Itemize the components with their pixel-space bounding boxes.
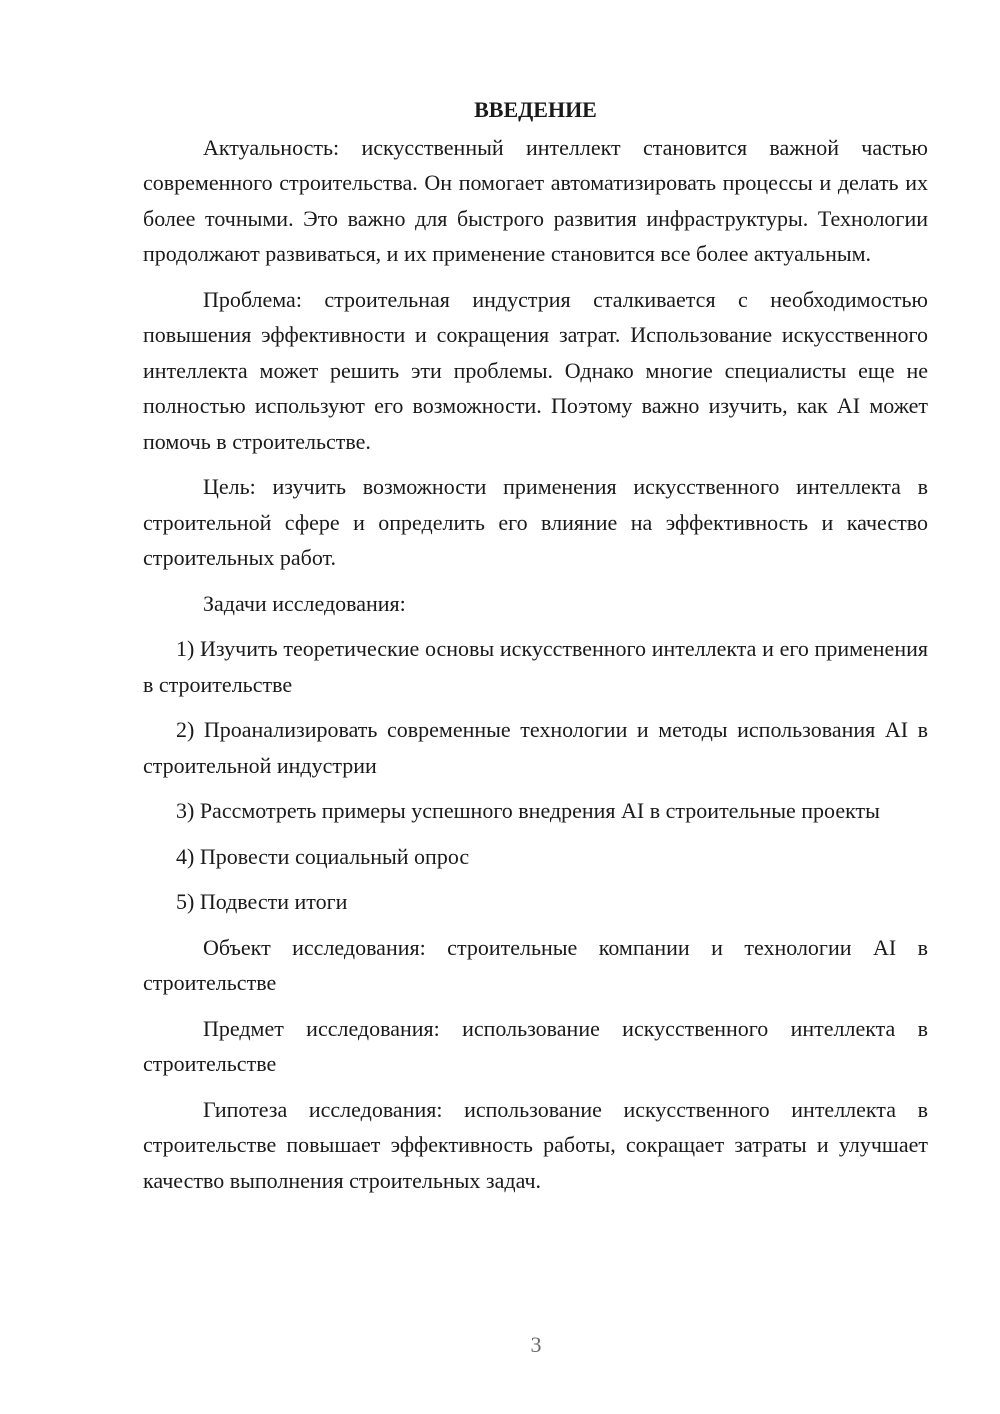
document-page (143, 92, 928, 1208)
page-title: ВВЕДЕНИЕ (474, 97, 597, 122)
paragraph-problem: Проблема: строительная индустрия сталкивается с необходимостью повышения эффективности и сокращения затрат. Использование искусственного интеллекта может решить эти проблемы. Однако многие специалисты еще не полностью используют его возможности. Поэтому важно изучить, как AI может помочь в строительстве. (143, 286, 928, 454)
task-item-4: 4) Провести социальный опрос (176, 843, 470, 869)
paragraph-goal: Цель: изучить возможности применения искусственного интеллекта в строительной сфере и определить его влияние на эффективность и качество строительных работ. (143, 474, 928, 570)
paragraph-relevance: Актуальность: искусственный интеллект становится важной частью современного строительства. Он помогает автоматизировать процессы и делать их более точными. Это важно для быстрого развития инфраструктуры. Технологии продолжают развиваться, и их применение становится все более актуальным. (143, 134, 928, 266)
tasks-heading: Задачи исследования: (203, 590, 406, 616)
task-item-5: 5) Подвести итоги (176, 889, 348, 914)
task-item-3: 3) Рассмотреть примеры успешного внедрения AI в строительные проекты (176, 798, 880, 823)
task-item-1: 1) Изучить теоретические основы искусственного интеллекта и его применения в строительстве (143, 636, 928, 697)
paragraph-subject: Предмет исследования: использование искусственного интеллекта в строительстве (143, 1015, 928, 1076)
paragraph-object: Объект исследования: строительные компании и технологии AI в строительстве (143, 934, 928, 995)
page-number: 3 (530, 1332, 542, 1357)
paragraph-hypothesis: Гипотеза исследования: использование искусственного интеллекта в строительстве повышает эффективность работы, сокращает затраты и улучшает качество выполнения строительных задач. (143, 1096, 928, 1193)
task-item-2: 2) Проанализировать современные технологии и методы использования AI в строительной индустрии (143, 717, 928, 778)
